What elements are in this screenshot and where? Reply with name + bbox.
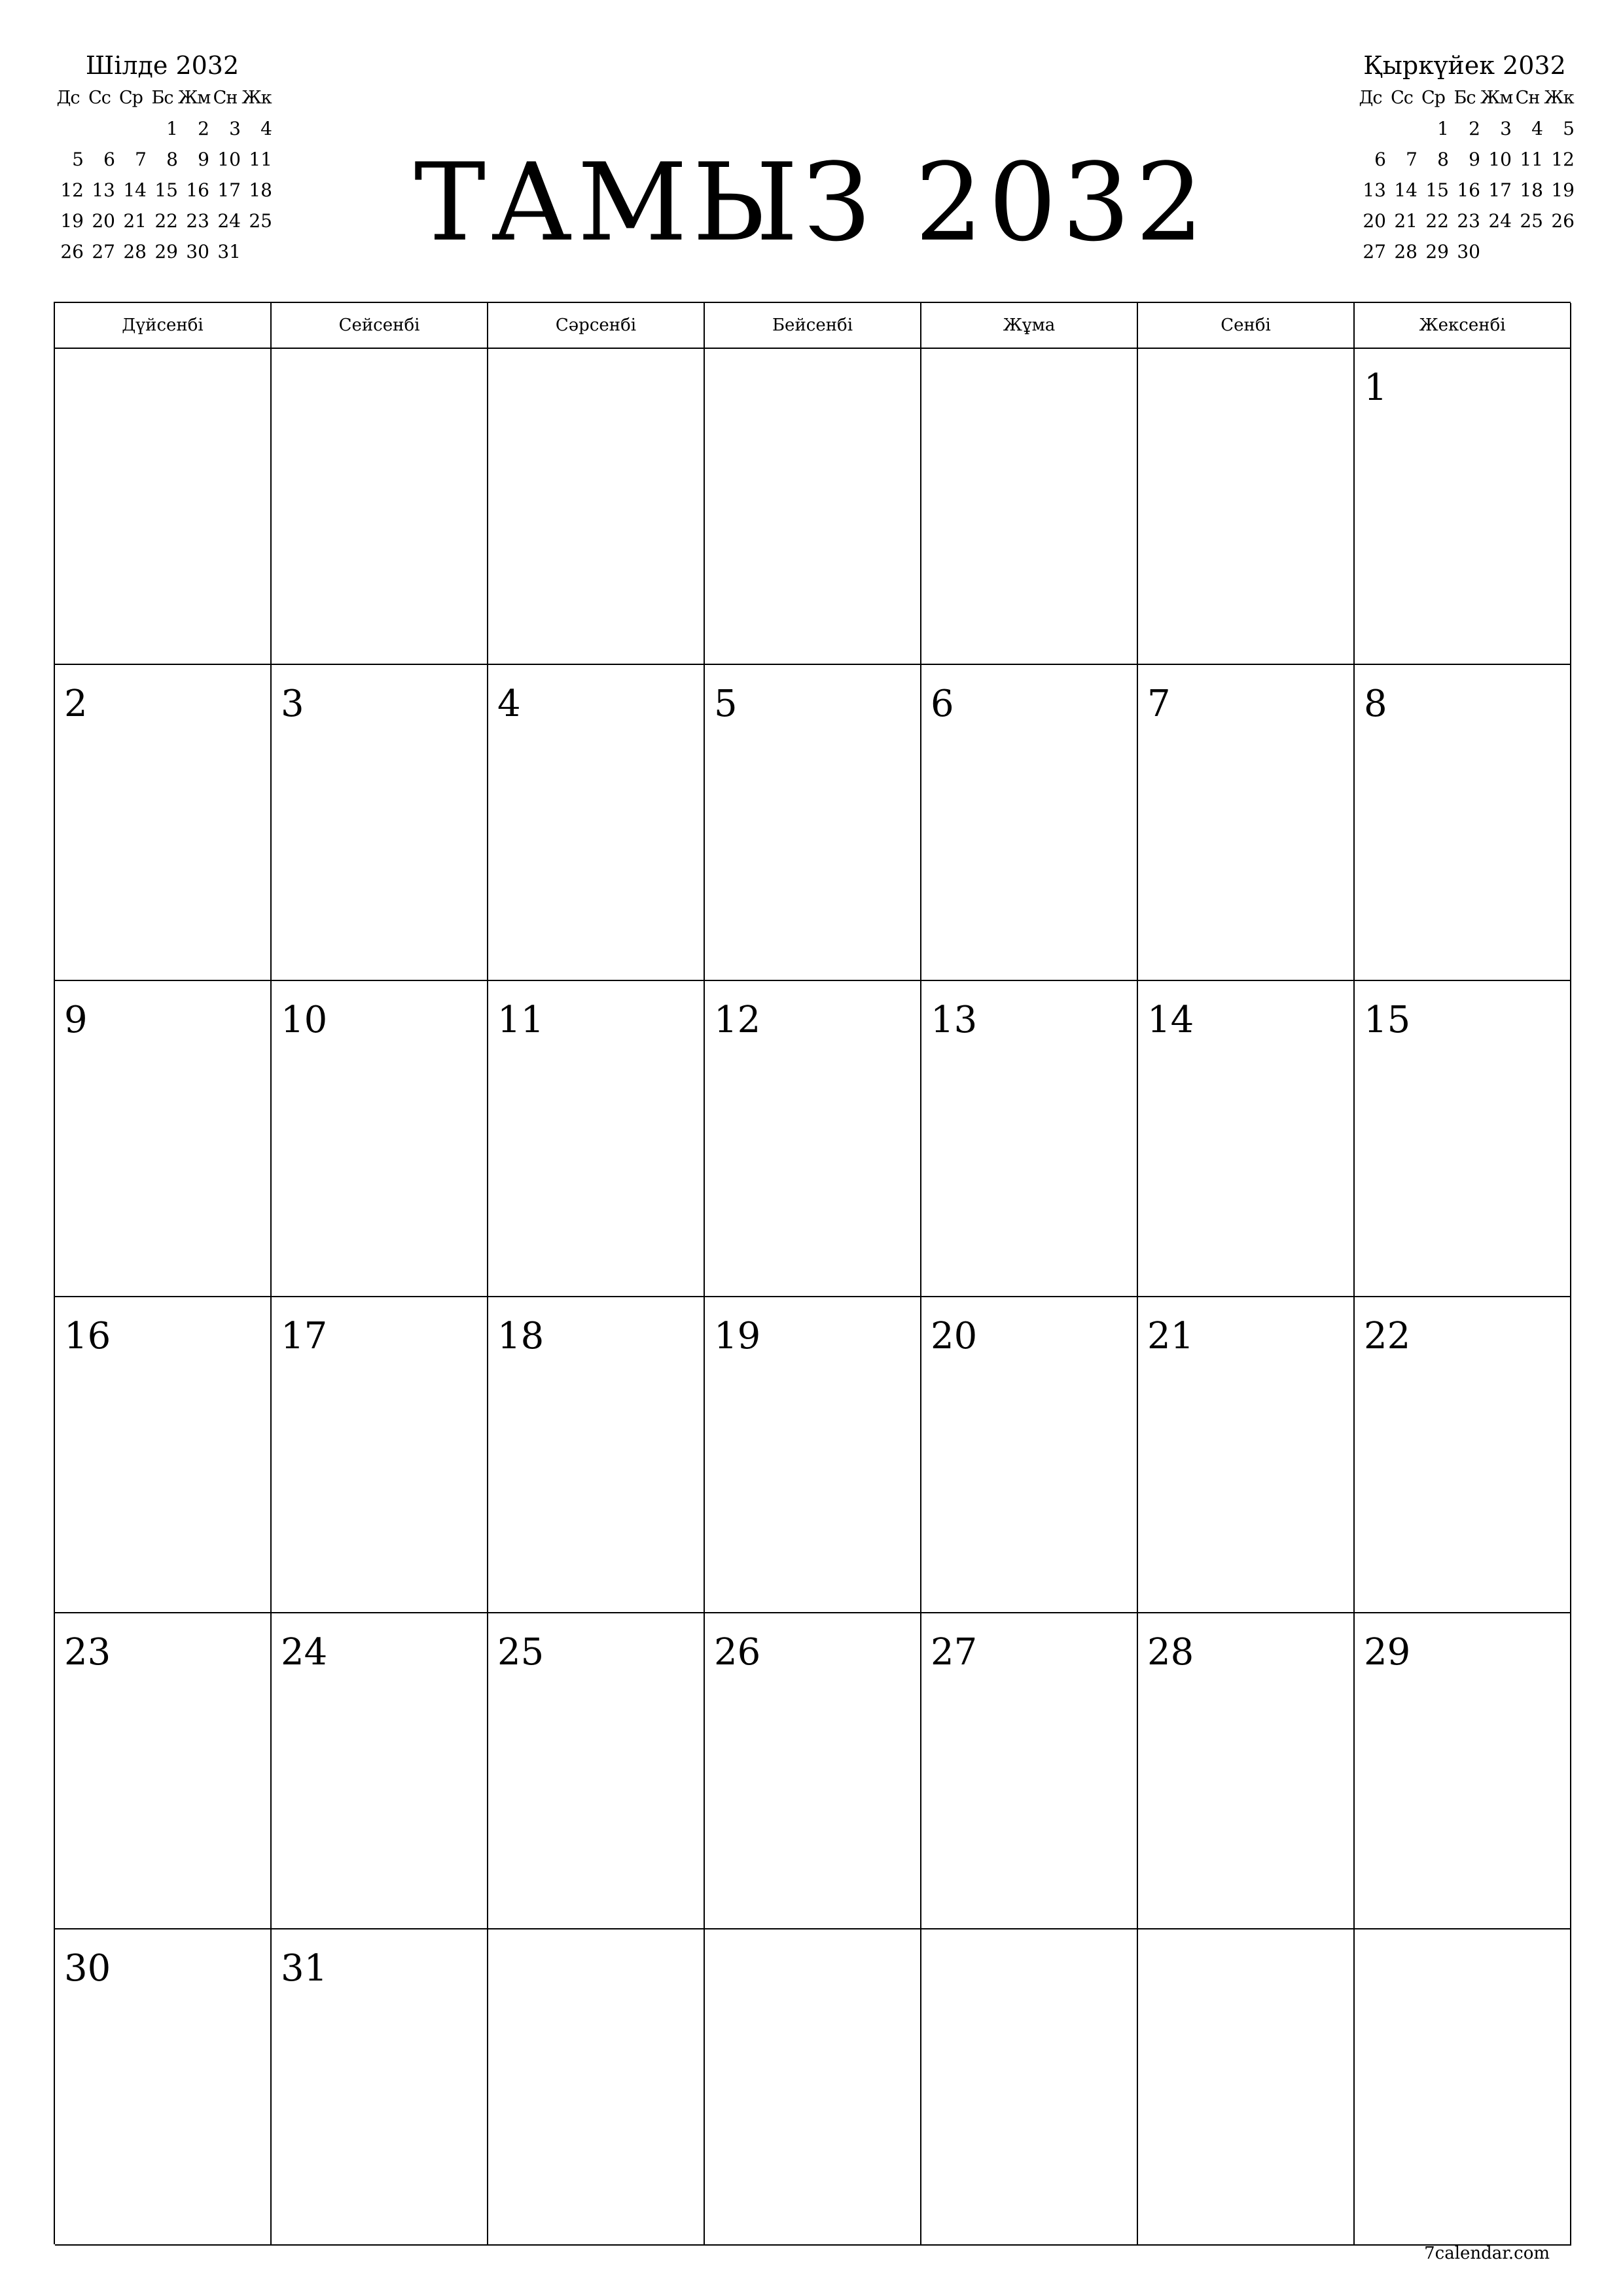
day-number: 13 bbox=[931, 999, 978, 1041]
mini-day: 5 bbox=[1563, 118, 1575, 139]
day-cell[interactable] bbox=[272, 1929, 488, 2246]
mini-day: 26 bbox=[60, 241, 84, 262]
day-number: 30 bbox=[64, 1947, 111, 1990]
mini-day: 3 bbox=[1500, 118, 1512, 139]
mini-weekday-label: Жм bbox=[1480, 88, 1513, 108]
mini-day: 7 bbox=[135, 149, 147, 170]
mini-day: 28 bbox=[1394, 241, 1418, 262]
mini-day: 21 bbox=[1394, 210, 1418, 232]
day-cell[interactable] bbox=[55, 981, 272, 1297]
day-number: 14 bbox=[1147, 999, 1194, 1041]
mini-calendar-title: Шілде 2032 bbox=[85, 51, 240, 80]
day-cell[interactable] bbox=[1138, 1613, 1355, 1929]
day-grid bbox=[55, 349, 1571, 2246]
mini-day bbox=[1386, 113, 1418, 144]
mini-day: 21 bbox=[123, 210, 147, 232]
day-number: 17 bbox=[281, 1315, 328, 1357]
mini-day: 13 bbox=[92, 179, 115, 201]
mini-day: 9 bbox=[198, 149, 209, 170]
day-number: 24 bbox=[281, 1631, 328, 1674]
mini-weekday-label: Бс bbox=[151, 88, 173, 108]
day-cell[interactable] bbox=[55, 1929, 272, 2246]
mini-day: 22 bbox=[1425, 210, 1449, 232]
day-cell[interactable] bbox=[921, 665, 1138, 981]
mini-day: 1 bbox=[166, 118, 178, 139]
mini-calendar-title: Қыркүйек 2032 bbox=[1363, 51, 1566, 80]
mini-day: 24 bbox=[217, 210, 241, 232]
mini-day: 27 bbox=[92, 241, 115, 262]
mini-weekday-label: Жк bbox=[241, 88, 272, 108]
mini-day: 20 bbox=[1363, 210, 1386, 232]
mini-calendar-grid bbox=[1355, 82, 1575, 267]
day-cell[interactable] bbox=[705, 1613, 921, 1929]
weekday-label: Жұма bbox=[921, 303, 1138, 349]
mini-day: 19 bbox=[60, 210, 84, 232]
weekday-header bbox=[55, 303, 1571, 349]
day-cell[interactable] bbox=[1138, 1929, 1355, 2246]
day-cell[interactable] bbox=[705, 1929, 921, 2246]
mini-day: 14 bbox=[123, 179, 147, 201]
day-number: 11 bbox=[497, 999, 544, 1041]
mini-day: 31 bbox=[217, 241, 241, 262]
day-cell[interactable] bbox=[272, 1297, 488, 1613]
day-cell[interactable] bbox=[55, 1613, 272, 1929]
day-number: 22 bbox=[1364, 1315, 1411, 1357]
day-number: 31 bbox=[281, 1947, 328, 1990]
mini-day: 6 bbox=[1374, 149, 1386, 170]
mini-day: 3 bbox=[229, 118, 241, 139]
weekday-label: Сенбі bbox=[1138, 303, 1355, 349]
mini-weekday-label: Дс bbox=[1359, 88, 1382, 108]
mini-day: 22 bbox=[154, 210, 178, 232]
day-cell[interactable] bbox=[1138, 665, 1355, 981]
mini-day: 23 bbox=[1457, 210, 1480, 232]
mini-day: 15 bbox=[1425, 179, 1449, 201]
mini-weekday-label: Сс bbox=[88, 88, 111, 108]
day-number: 2 bbox=[64, 683, 88, 725]
mini-day: 30 bbox=[1457, 241, 1480, 262]
day-number: 29 bbox=[1364, 1631, 1411, 1674]
weekday-label: Сейсенбі bbox=[272, 303, 488, 349]
day-number: 27 bbox=[931, 1631, 978, 1674]
mini-day: 12 bbox=[60, 179, 84, 201]
mini-day: 2 bbox=[198, 118, 209, 139]
day-cell[interactable] bbox=[921, 349, 1138, 665]
day-cell[interactable] bbox=[488, 981, 705, 1297]
mini-day: 26 bbox=[1551, 210, 1575, 232]
day-cell[interactable] bbox=[272, 349, 488, 665]
mini-day: 14 bbox=[1394, 179, 1418, 201]
mini-weekday-label: Сн bbox=[213, 88, 238, 108]
day-number: 10 bbox=[281, 999, 328, 1041]
day-cell[interactable] bbox=[921, 1929, 1138, 2246]
day-number: 28 bbox=[1147, 1631, 1194, 1674]
mini-day: 28 bbox=[123, 241, 147, 262]
mini-day: 6 bbox=[103, 149, 115, 170]
day-cell[interactable] bbox=[488, 1613, 705, 1929]
footer-site-credit: 7calendar.com bbox=[1424, 2244, 1550, 2263]
day-number: 19 bbox=[714, 1315, 761, 1357]
mini-day: 2 bbox=[1469, 118, 1480, 139]
day-cell[interactable] bbox=[1138, 981, 1355, 1297]
day-cell[interactable] bbox=[705, 1297, 921, 1613]
mini-day: 15 bbox=[154, 179, 178, 201]
day-cell[interactable] bbox=[488, 349, 705, 665]
mini-day: 10 bbox=[217, 149, 241, 170]
mini-weekday-label: Сс bbox=[1391, 88, 1413, 108]
mini-day: 11 bbox=[1520, 149, 1543, 170]
mini-weekday-label: Сн bbox=[1515, 88, 1540, 108]
mini-weekday-label: Жк bbox=[1544, 88, 1574, 108]
day-cell[interactable] bbox=[1355, 981, 1571, 1297]
mini-day: 17 bbox=[217, 179, 241, 201]
month-grid bbox=[54, 302, 1571, 2244]
mini-day: 17 bbox=[1488, 179, 1512, 201]
day-cell[interactable] bbox=[1138, 1297, 1355, 1613]
mini-day: 24 bbox=[1488, 210, 1512, 232]
day-cell[interactable] bbox=[55, 665, 272, 981]
mini-day: 4 bbox=[260, 118, 272, 139]
mini-day: 25 bbox=[1520, 210, 1543, 232]
day-number: 23 bbox=[64, 1631, 111, 1674]
day-cell[interactable] bbox=[1355, 1613, 1571, 1929]
weekday-label: Жексенбі bbox=[1355, 303, 1571, 349]
mini-day: 29 bbox=[1425, 241, 1449, 262]
weekday-label: Бейсенбі bbox=[705, 303, 921, 349]
weekday-label: Дүйсенбі bbox=[55, 303, 272, 349]
day-number: 9 bbox=[64, 999, 88, 1041]
mini-weekday-label: Ср bbox=[1421, 88, 1445, 108]
day-cell[interactable] bbox=[705, 349, 921, 665]
mini-day: 18 bbox=[1520, 179, 1543, 201]
day-number: 6 bbox=[931, 683, 954, 725]
day-cell[interactable] bbox=[272, 1613, 488, 1929]
mini-day: 25 bbox=[249, 210, 272, 232]
day-cell[interactable] bbox=[1355, 665, 1571, 981]
mini-day: 8 bbox=[1437, 149, 1449, 170]
mini-day: 10 bbox=[1488, 149, 1512, 170]
day-number: 4 bbox=[497, 683, 521, 725]
mini-weekday-label: Дс bbox=[56, 88, 80, 108]
day-number: 21 bbox=[1147, 1315, 1194, 1357]
mini-weekday-label: Жм bbox=[178, 88, 211, 108]
mini-day: 7 bbox=[1406, 149, 1418, 170]
day-cell[interactable] bbox=[705, 981, 921, 1297]
mini-day: 23 bbox=[186, 210, 209, 232]
day-number: 15 bbox=[1364, 999, 1411, 1041]
day-number: 26 bbox=[714, 1631, 761, 1674]
mini-day: 9 bbox=[1469, 149, 1480, 170]
mini-day: 13 bbox=[1363, 179, 1386, 201]
mini-day: 1 bbox=[1437, 118, 1449, 139]
mini-day: 11 bbox=[249, 149, 272, 170]
day-number: 7 bbox=[1147, 683, 1171, 725]
mini-day: 4 bbox=[1531, 118, 1543, 139]
day-number: 8 bbox=[1364, 683, 1387, 725]
day-number: 25 bbox=[497, 1631, 544, 1674]
day-number: 5 bbox=[714, 683, 738, 725]
mini-day: 27 bbox=[1363, 241, 1386, 262]
page-title: ТАМЫЗ 2032 bbox=[414, 140, 1209, 265]
mini-weekday-label: Ср bbox=[119, 88, 143, 108]
mini-day: 30 bbox=[186, 241, 209, 262]
mini-weekday-label: Бс bbox=[1454, 88, 1476, 108]
day-cell[interactable] bbox=[921, 981, 1138, 1297]
mini-day: 12 bbox=[1551, 149, 1575, 170]
mini-day: 18 bbox=[249, 179, 272, 201]
mini-calendar-next bbox=[1355, 48, 1575, 267]
day-number: 12 bbox=[714, 999, 761, 1041]
day-cell[interactable] bbox=[55, 1297, 272, 1613]
day-number: 1 bbox=[1364, 367, 1387, 409]
day-cell[interactable] bbox=[488, 1929, 705, 2246]
day-cell[interactable] bbox=[272, 981, 488, 1297]
mini-day: 16 bbox=[186, 179, 209, 201]
mini-day: 20 bbox=[92, 210, 115, 232]
day-cell[interactable] bbox=[1355, 1929, 1571, 2246]
day-cell[interactable] bbox=[1355, 349, 1571, 665]
mini-day: 5 bbox=[72, 149, 84, 170]
day-cell[interactable] bbox=[488, 665, 705, 981]
day-cell[interactable] bbox=[55, 349, 272, 665]
day-cell[interactable] bbox=[705, 665, 921, 981]
day-cell[interactable] bbox=[921, 1297, 1138, 1613]
day-cell[interactable] bbox=[272, 665, 488, 981]
mini-day: 8 bbox=[166, 149, 178, 170]
mini-day: 19 bbox=[1551, 179, 1575, 201]
day-cell[interactable] bbox=[1355, 1297, 1571, 1613]
day-cell[interactable] bbox=[488, 1297, 705, 1613]
mini-day bbox=[1355, 113, 1386, 144]
day-number: 18 bbox=[497, 1315, 544, 1357]
mini-day: 16 bbox=[1457, 179, 1480, 201]
mini-day: 29 bbox=[154, 241, 178, 262]
day-cell[interactable] bbox=[921, 1613, 1138, 1929]
day-number: 3 bbox=[281, 683, 304, 725]
day-number: 16 bbox=[64, 1315, 111, 1357]
weekday-label: Сәрсенбі bbox=[488, 303, 705, 349]
day-cell[interactable] bbox=[1138, 349, 1355, 665]
day-number: 20 bbox=[931, 1315, 978, 1357]
